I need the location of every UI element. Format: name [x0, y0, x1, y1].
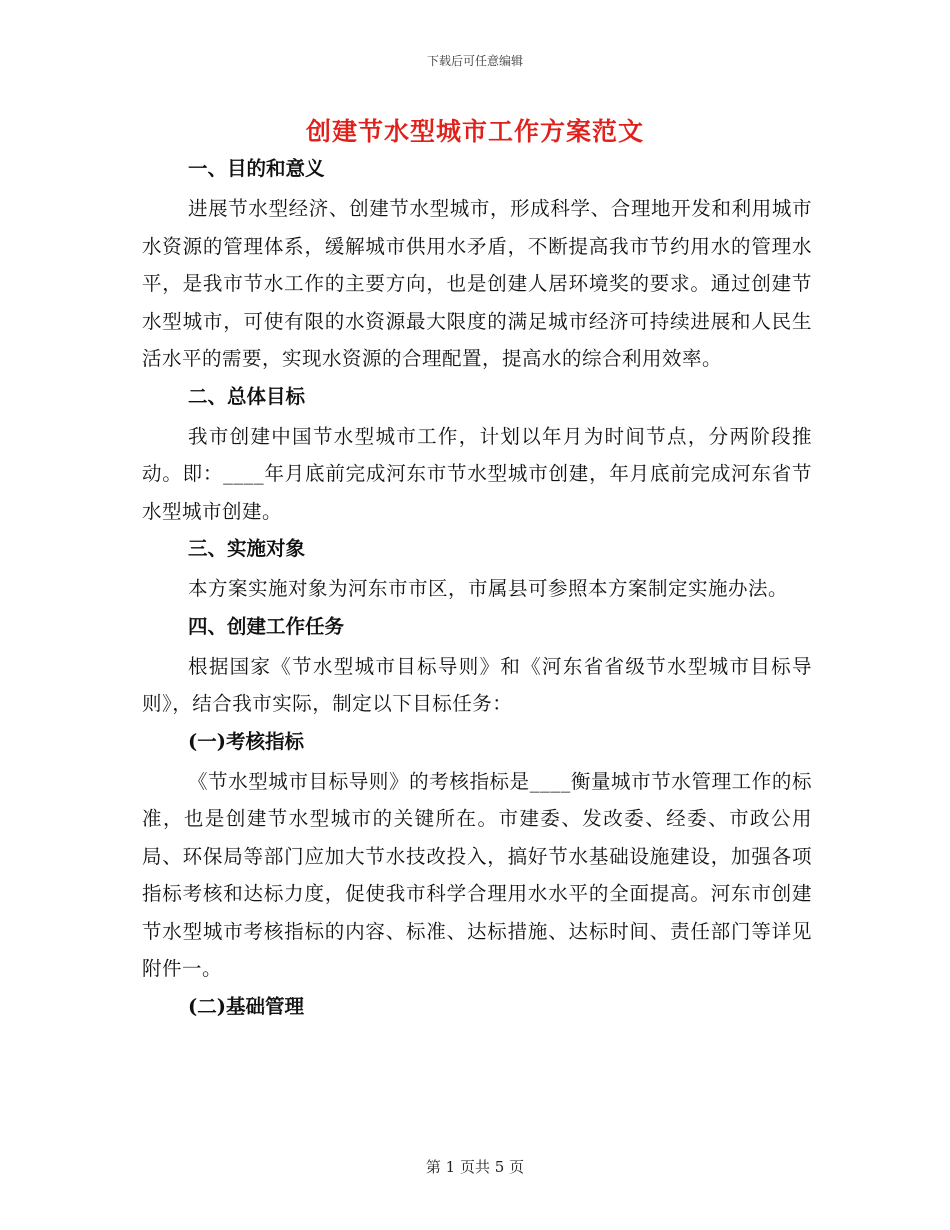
section-paragraph-scope: 本方案实施对象为河东市市区，市属县可参照本方案制定实施办法。 — [188, 577, 789, 600]
section-heading-scope: 三、实施对象 — [188, 537, 306, 560]
section-heading-basic-management: (二)基础管理 — [188, 994, 304, 1018]
section-paragraph-tasks: 根据国家《节水型城市目标导则》和《河东省省级节水型城市目标导则》，结合我市实际，制定以下目标任务： — [142, 654, 812, 715]
section-paragraph-purpose: 进展节水型经济、创建节水型城市，形成科学、合理地开发和利用城市水资源的管理体系，缓解城市供用水矛盾，不断提高我市节约用水的管理水平，是我市节水工作的主要方向，也是创建人居环境奖的要求。通过创建节水型城市，可使有限的水资源最大限度的满足城市经济可持续进展和人民生活水平的需要，实现水资源的合理配置，提高水的综合利用效率。 — [142, 197, 812, 370]
page-footer: 第 1 页共 5 页 — [425, 1158, 525, 1176]
section-heading-overall-goal: 二、总体目标 — [188, 384, 306, 408]
section-heading-assessment-indicators: (一)考核指标 — [188, 729, 304, 753]
section-heading-purpose: 一、目的和意义 — [188, 157, 325, 180]
section-heading-tasks: 四、创建工作任务 — [188, 614, 345, 638]
section-paragraph-assessment-indicators: 《节水型城市目标导则》的考核指标是____衡量城市节水管理工作的标准，也是创建节水型城市的关键所在。市建委、发改委、经委、市政公用局、环保局等部门应加大节水技改投入，搞好节水基础设施建设，加强各项指标考核和达标力度，促使我市科学合理用水水平的全面提高。河东市创建节水型城市考核指标的内容、标准、达标措施、达标时间、责任部门等详见附件一。 — [142, 769, 812, 980]
document-body — [142, 150, 812, 1028]
document-title: 创建节水型城市工作方案范文 — [305, 117, 644, 146]
page-header: 下载后可任意编辑 — [426, 54, 523, 68]
section-paragraph-overall-goal: 我市创建中国节水型城市工作，计划以年月为时间节点，分两阶段推动。即：____年月底前完成河东市节水型城市创建，年月底前完成河东省节水型城市创建。 — [142, 424, 812, 523]
